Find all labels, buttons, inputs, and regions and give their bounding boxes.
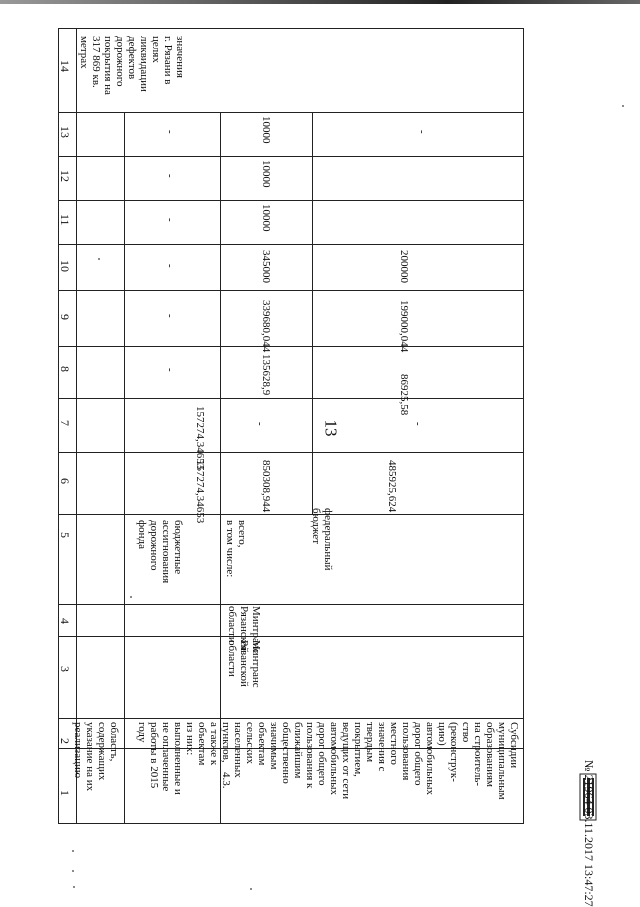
scan-dot <box>72 850 74 852</box>
col-header-10: 10 <box>58 260 72 272</box>
row-d-col9: 199000,044 <box>398 300 410 353</box>
row-d-col13: - <box>416 130 428 134</box>
scan-dot <box>72 870 74 872</box>
row-a-col2: областъ, содержащих указание на их реализацию <box>72 722 120 792</box>
row-b-col6: 157274,34653 <box>194 460 206 524</box>
row-a-col14: значения г. Рязани в целях ликвидации дефектов дорожного покрытия на 317 869 кв. метрах <box>78 36 186 95</box>
col-header-1: 1 <box>58 790 72 796</box>
row-c-col12: 10000 <box>260 160 272 188</box>
row-d-col8: 86925,58 <box>398 374 410 416</box>
row-c-col13: 10000 <box>260 116 272 144</box>
row-c-col10: 345000 <box>260 250 272 283</box>
row-c-col2: Субсидии муниципальным образованиям на строитель- ство (реконструк- цию) автомобильных дорог общего пользования местного значения с твердым покрытием, ведущих от сети автомобильных дорог общего пользования к ближайшим общественно значимым объектам сельских населенных пунктов, а также к объектам <box>196 722 520 800</box>
col-header-13: 13 <box>58 126 72 138</box>
scan-dot <box>250 888 252 890</box>
row-c-col7: - <box>254 422 266 426</box>
row-b-col9: - <box>164 314 176 318</box>
row-b-col8: - <box>164 368 176 372</box>
scan-dot <box>622 105 624 107</box>
row-b-col10: - <box>164 264 176 268</box>
col-header-9: 9 <box>58 314 72 320</box>
row-b-col13: - <box>164 130 176 134</box>
col-header-6: 6 <box>58 478 72 484</box>
scan-edge <box>0 0 640 4</box>
row-d-col6: 485925,624 <box>386 460 398 513</box>
row-c-col1: 4.3. <box>220 772 232 789</box>
col-header-11: 11 <box>58 214 72 226</box>
col-header-8: 8 <box>58 366 72 372</box>
row-b-col2: из них: выполненные и не оплаченные работы в 2015 году <box>136 722 196 795</box>
col-header-2: 2 <box>58 738 72 744</box>
row-b-col12: - <box>164 174 176 178</box>
col-header-14: 14 <box>58 60 72 72</box>
scan-dot <box>98 258 100 260</box>
row-c-col9: 339680,044 <box>260 300 272 353</box>
document-stamp: № 21964 03.11.2017 13:47:27 <box>582 760 596 907</box>
col-header-12: 12 <box>58 170 72 182</box>
col-header-7: 7 <box>58 420 72 426</box>
col-header-5: 5 <box>58 532 72 538</box>
row-c-col6: 850308,944 <box>260 460 272 513</box>
row-c-col4: Минтранс Рязанской области <box>226 606 262 654</box>
row-d-col10: 200000 <box>398 250 410 283</box>
scan-dot <box>130 596 132 598</box>
row-d-col5: федеральный бюджет <box>310 508 334 571</box>
row-c-col3: Минтранс Рязанской области <box>226 640 262 688</box>
row-c-col8: 135628,9 <box>260 354 272 396</box>
scan-dot <box>73 886 75 888</box>
page-number: 13 <box>321 419 341 437</box>
row-b-col11: - <box>164 218 176 222</box>
col-header-4: 4 <box>58 618 72 624</box>
row-c-col5: всего, в том числе: <box>224 520 248 578</box>
row-c-col11: 10000 <box>260 204 272 232</box>
col-header-3: 3 <box>58 666 72 672</box>
row-d-col7: - <box>412 422 424 426</box>
row-b-col7: 157274,34653 <box>194 406 206 470</box>
row-b-col5: бюджетные ассигнования дорожного фонда <box>136 520 184 584</box>
